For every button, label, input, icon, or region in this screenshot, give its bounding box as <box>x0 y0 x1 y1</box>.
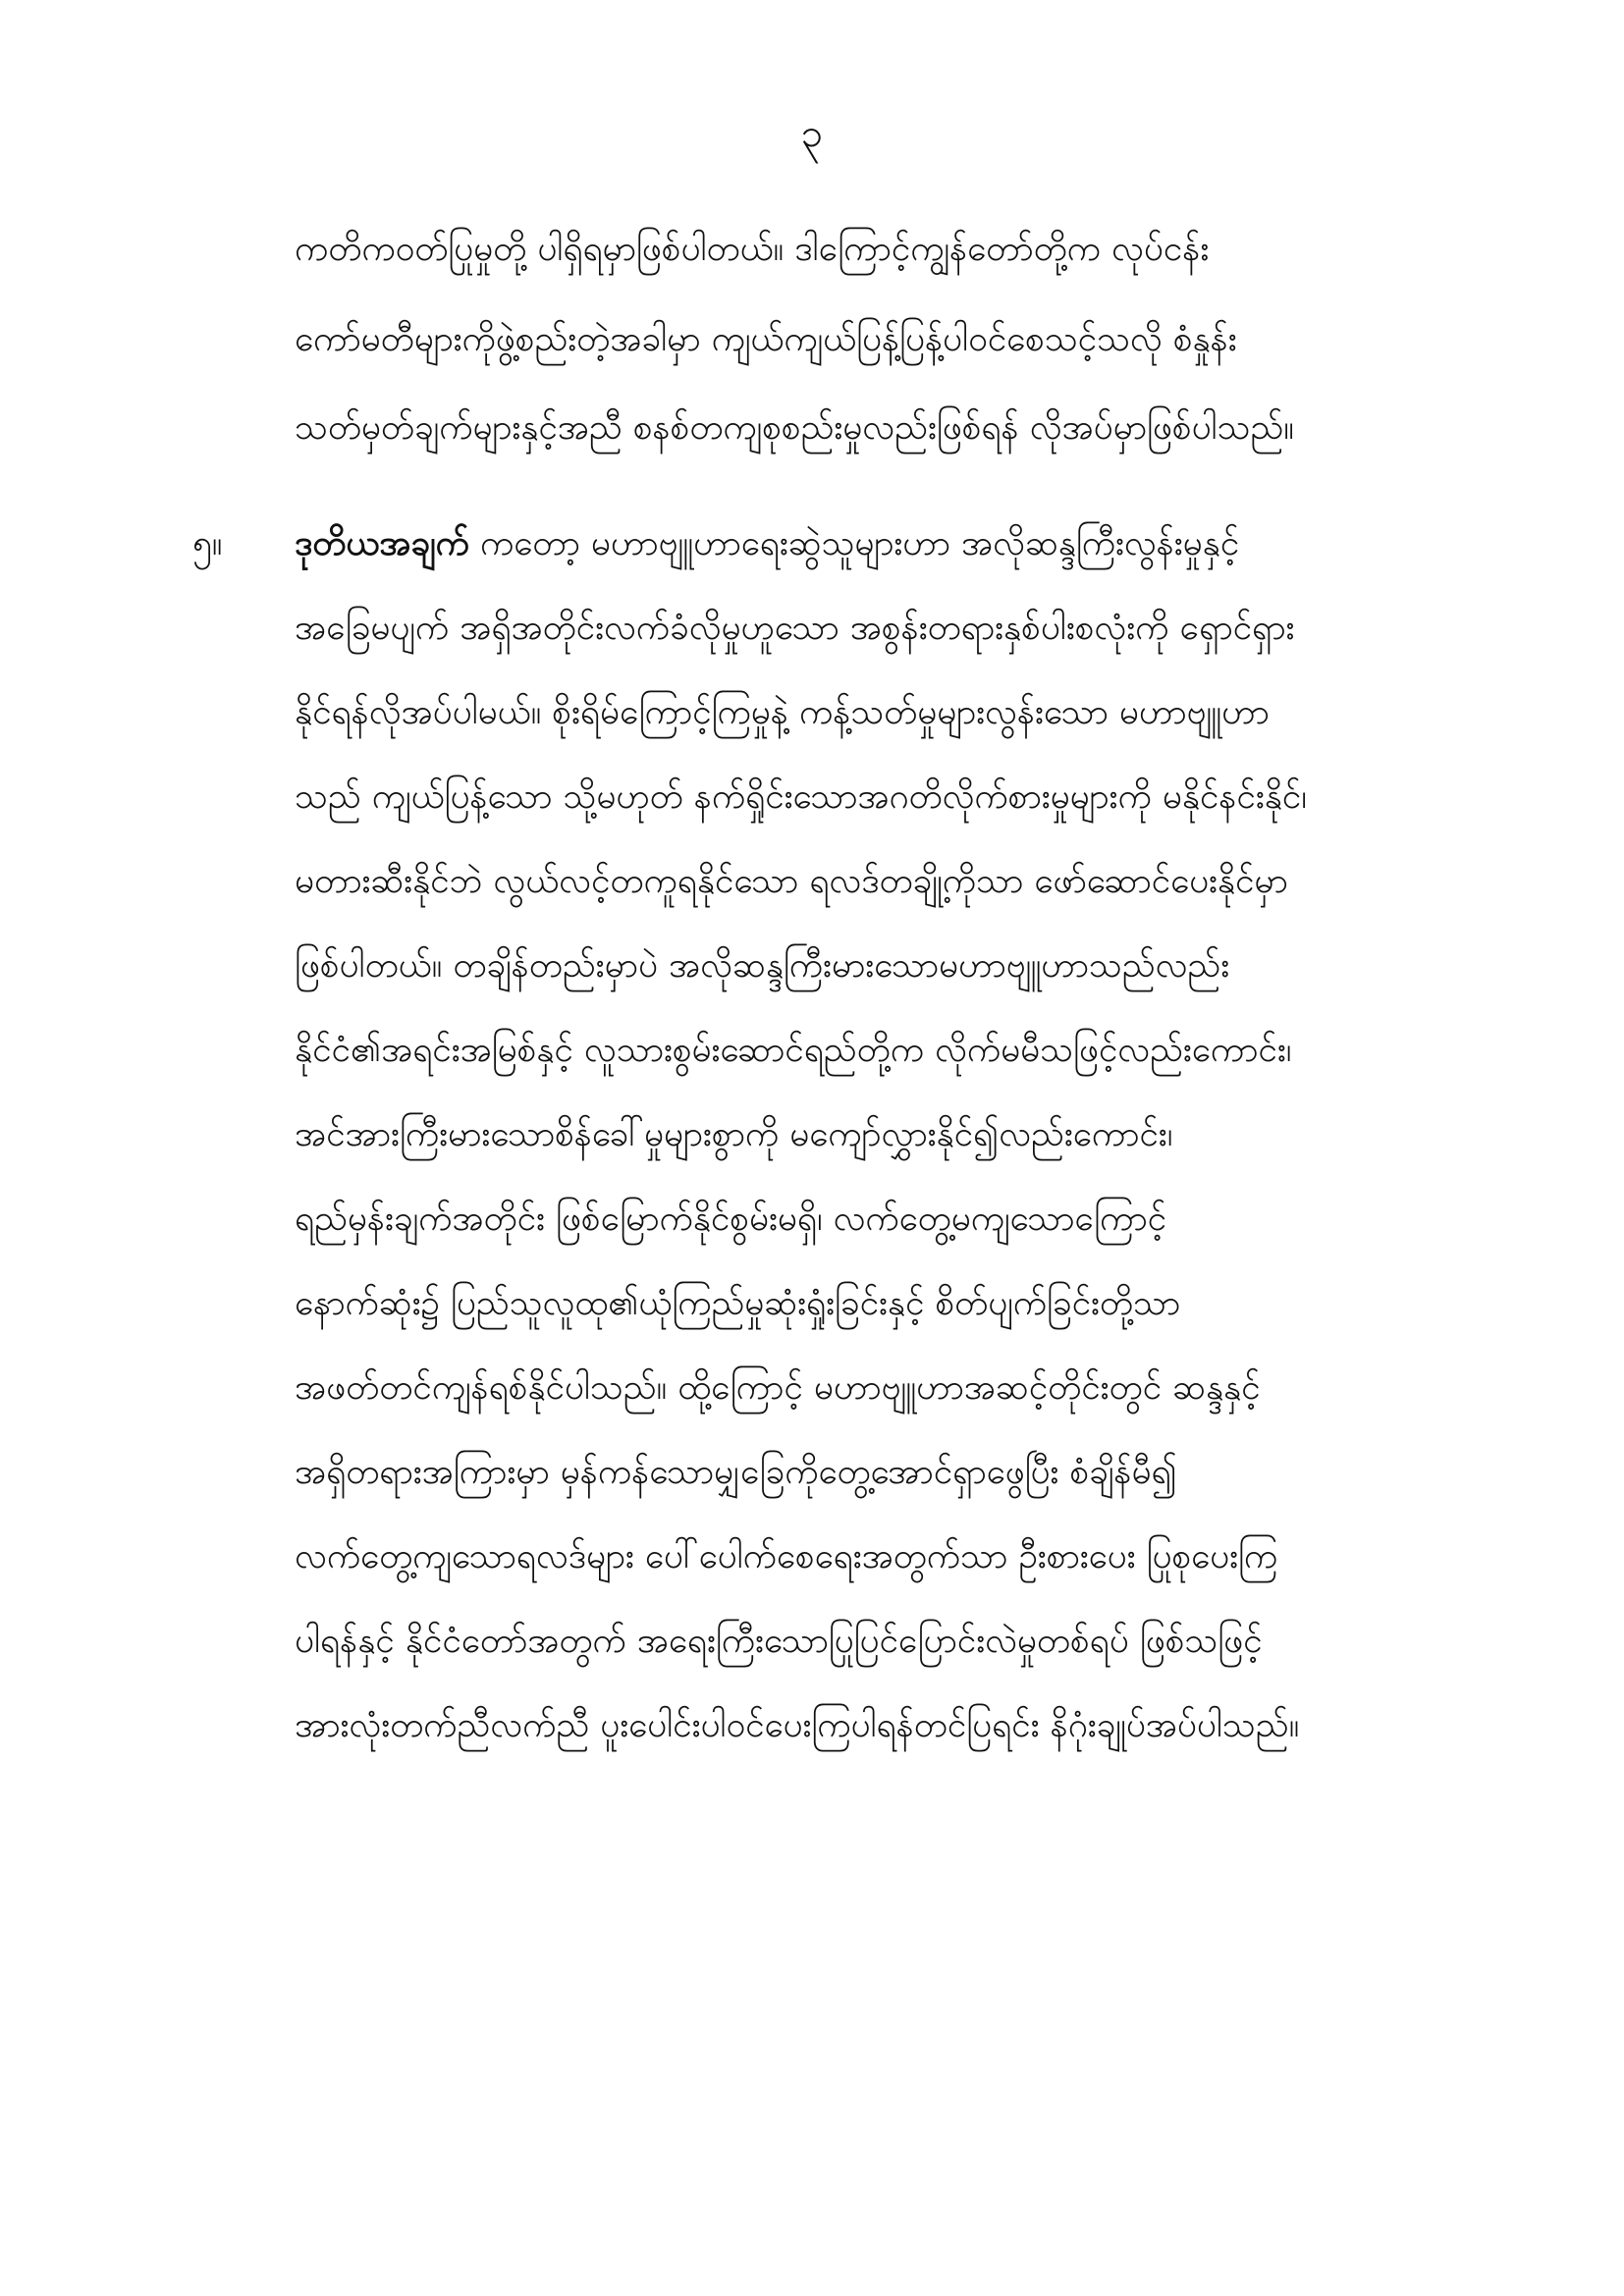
continuation-line-3: သတ်မှတ်ချက်များနှင့်အညီ စနစ်တကျစုစည်းမှုလည်းဖြစ်ရန် လိုအပ်မှာဖြစ်ပါသည်။ <box>295 408 1294 448</box>
paragraph-5-line-15: အားလုံးတက်ညီလက်ညီ ပူးပေါင်းပါဝင်ပေးကြပါရန်တင်ပြရင်း နိဂုံးချုပ်အပ်ပါသည်။ <box>295 1706 1300 1745</box>
paragraph-5-line-8: အင်အားကြီးမားသောစိန်ခေါ်မှုများစွာကို မကျော်လွှားနိုင်၍လည်းကောင်း၊ <box>295 1115 1173 1154</box>
paragraph-heading: ဒုတိယအချက် <box>295 524 469 563</box>
first-line-text: ကတော့ မဟာဗျူဟာရေးဆွဲသူများဟာ အလိုဆန္ဒကြီးလွန်းမှုနှင့် <box>468 524 1240 563</box>
paragraph-5-line-11: အဖတ်တင်ကျန်ရစ်နိုင်ပါသည်။ ထို့ကြောင့် မဟာဗျူဟာအဆင့်တိုင်းတွင် ဆန္ဒနှင့် <box>295 1368 1261 1408</box>
paragraph-number: ၅။ <box>192 524 223 563</box>
paragraph-5-line-2: အခြေမပျက် အရှိအတိုင်းလက်ခံလိုမှုဟူသော အစွန်းတရားနှစ်ပါးစလုံးကို ရှောင်ရှား <box>295 609 1295 648</box>
paragraph-5-line-9: ရည်မှန်းချက်အတိုင်း ဖြစ်မြောက်နိုင်စွမ်းမရှိ၊ လက်တွေ့မကျသောကြောင့် <box>295 1200 1167 1239</box>
paragraph-5-line-10: နောက်ဆုံး၌ ပြည်သူလူထု၏ယုံကြည်မှုဆုံးရှုံးခြင်းနှင့် စိတ်ပျက်ခြင်းတို့သာ <box>295 1284 1181 1323</box>
paragraph-5-line-12: အရှိတရားအကြားမှာ မှန်ကန်သောမျှခြေကိုတွေ့အောင်ရှာဖွေပြီး စံချိန်မီ၍ <box>295 1453 1177 1492</box>
paragraph-5-line-14: ပါရန်နှင့် နိုင်ငံတော်အတွက် အရေးကြီးသောပြုပြင်ပြောင်းလဲမှုတစ်ရပ် ဖြစ်သဖြင့် <box>295 1622 1263 1661</box>
paragraph-5-line-13: လက်တွေ့ကျသောရလဒ်များ ပေါ်ပေါက်စေရေးအတွက်သာ ဦးစားပေး ပြုစုပေးကြ <box>295 1537 1278 1576</box>
page-number: ၃ <box>800 111 824 156</box>
paragraph-5-line-7: နိုင်ငံ၏အရင်းအမြစ်နှင့် လူသားစွမ်းဆောင်ရည်တို့က လိုက်မမီသဖြင့်လည်းကောင်း၊ <box>295 1031 1292 1070</box>
paragraph-5-line-3: နိုင်ရန်လိုအပ်ပါမယ်။ စိုးရိမ်ကြောင့်ကြမှုနဲ့ ကန့်သတ်မှုများလွန်းသော မဟာဗျူဟာ <box>295 693 1270 732</box>
paragraph-5-line-6: ဖြစ်ပါတယ်။ တချိန်တည်းမှာပဲ အလိုဆန္ဒကြီးမားသောမဟာဗျူဟာသည်လည်း <box>295 946 1230 986</box>
paragraph-5-first-line <box>295 514 1540 573</box>
continuation-line-2: ကော်မတီများကိုဖွဲ့စည်းတဲ့အခါမှာ ကျယ်ကျယ်ပြန့်ပြန့်ပါဝင်စေသင့်သလို စံနှုန်း <box>295 320 1237 359</box>
continuation-line-1: ကတိကဝတ်ပြုမှုတို့ ပါရှိရမှာဖြစ်ပါတယ်။ ဒါကြောင့်ကျွန်တော်တို့က လုပ်ငန်း <box>295 230 1210 269</box>
paragraph-5-line-4: သည် ကျယ်ပြန့်သော သို့မဟုတ် နက်ရှိုင်းသောအဂတိလိုက်စားမှုများကို မနိုင်နင်းနိုင်၊ <box>295 777 1307 817</box>
paragraph-5-line-5: မတားဆီးနိုင်ဘဲ လွယ်လင့်တကူရနိုင်သော ရလဒ်တချို့ကိုသာ ဖော်ဆောင်ပေးနိုင်မှာ <box>295 862 1288 901</box>
